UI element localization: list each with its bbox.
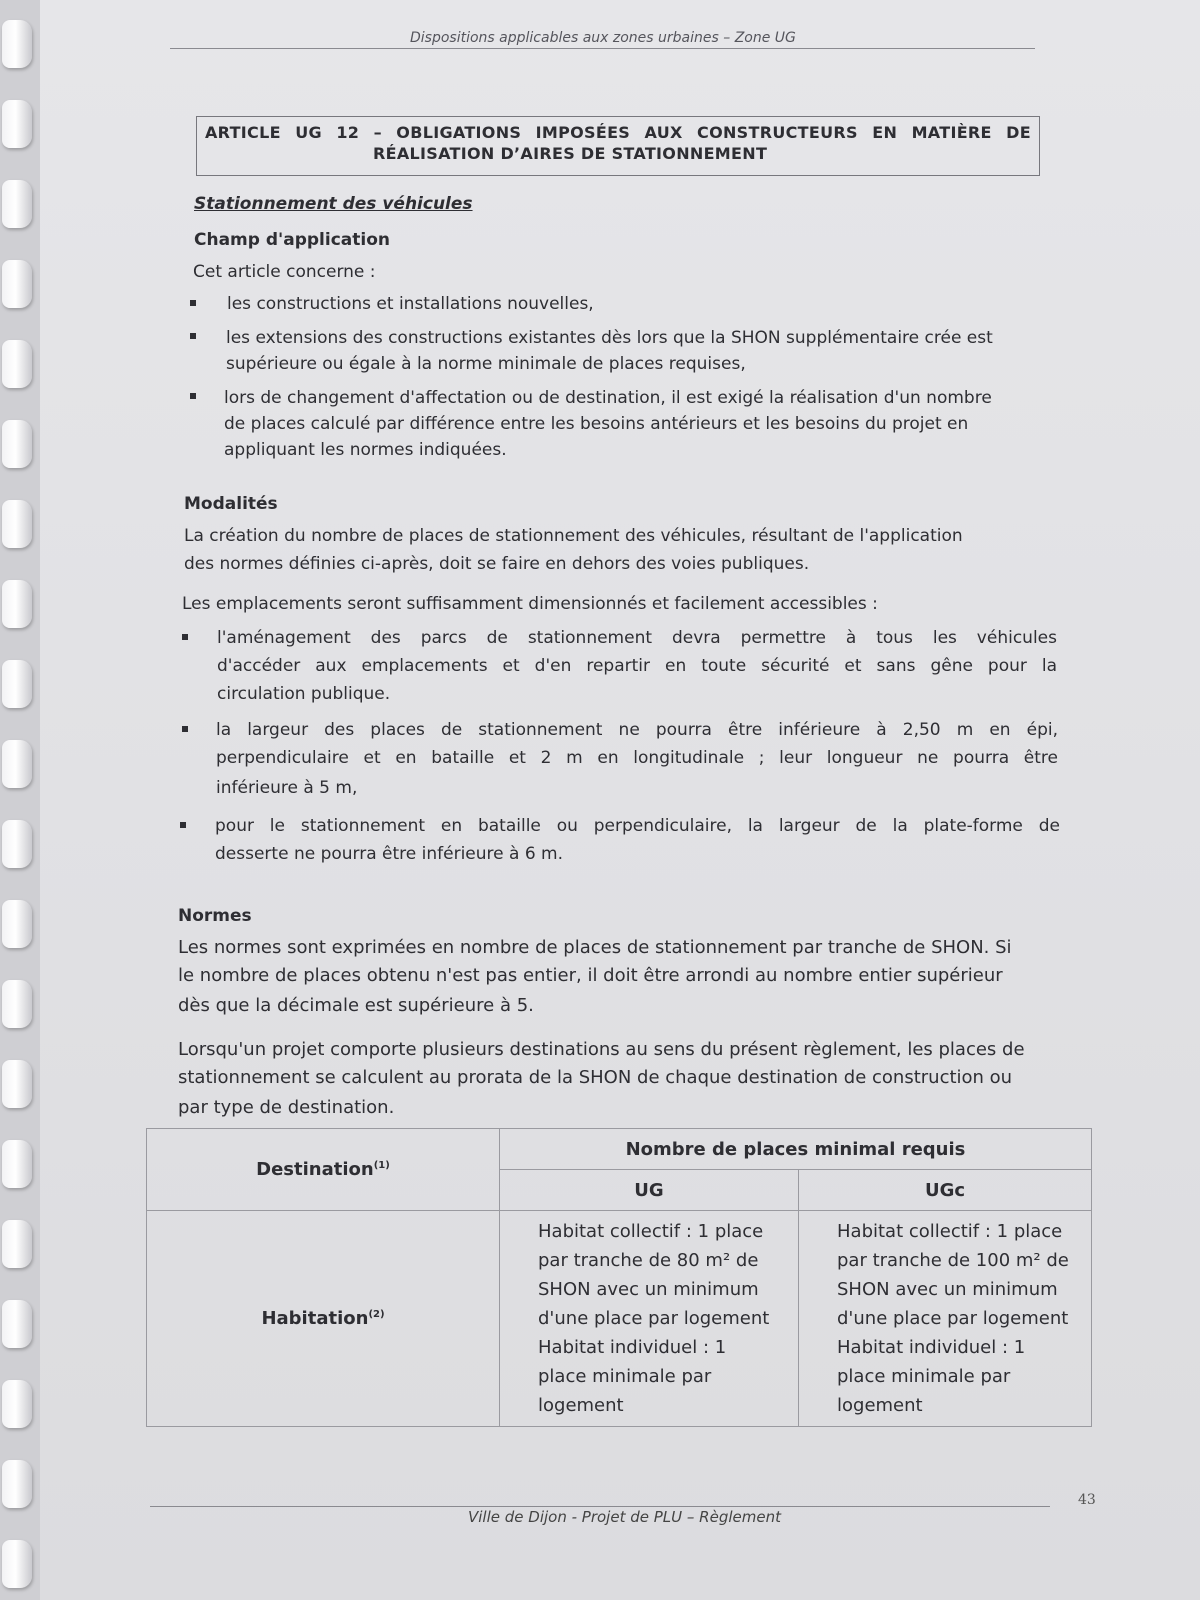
champ-bullet-3-line3: appliquant les normes indiquées. — [224, 440, 507, 460]
cell-ugc-line: par tranche de 100 m² de — [837, 1250, 1069, 1271]
running-footer: Ville de Dijon - Projet de PLU – Règlement — [468, 1508, 781, 1526]
row-label: Habitation — [261, 1308, 369, 1329]
parking-norms-table — [146, 1128, 1092, 1427]
running-header: Dispositions applicables aux zones urbaines – Zone UG — [410, 30, 796, 46]
cell-ugc — [799, 1211, 1092, 1427]
cell-ug-line: Habitat collectif : 1 place — [538, 1221, 764, 1242]
binding-ring — [2, 1540, 32, 1588]
binding-ring — [2, 740, 32, 788]
binding-ring — [2, 260, 32, 308]
modalites-bullet-3-line1: pour le stationnement en bataille ou perpendiculaire, la largeur de la plate-forme de — [215, 816, 1060, 836]
modalites-bullet-2-line1: la largeur des places de stationnement ne pourra être inférieure à 2,50 m en épi, — [216, 720, 1058, 740]
binding-ring — [2, 1140, 32, 1188]
binding-ring — [2, 900, 32, 948]
cell-ug-line: d'une place par logement — [538, 1308, 770, 1329]
champ-intro: Cet article concerne : — [193, 262, 376, 282]
modalites-bullet-1-line1: l'aménagement des parcs de stationnement devra permettre à tous les véhicules — [217, 628, 1057, 648]
normes-para1-line1: Les normes sont exprimées en nombre de places de stationnement par tranche de SHON. Si — [178, 937, 1012, 958]
cell-ug-line: logement — [538, 1395, 624, 1416]
champ-bullet-3-line1: lors de changement d'affectation ou de destination, il est exigé la réalisation d'un nombre — [224, 388, 992, 408]
bullet-icon — [190, 333, 196, 339]
binding-ring — [2, 1300, 32, 1348]
binding-ring — [2, 1460, 32, 1508]
binding-ring — [2, 980, 32, 1028]
row-label-cell — [147, 1211, 500, 1427]
champ-bullet-1: les constructions et installations nouvelles, — [227, 294, 594, 314]
destination-header-note: (1) — [373, 1160, 390, 1171]
normes-para1-line3: dès que la décimale est supérieure à 5. — [178, 995, 534, 1016]
binding-ring — [2, 1060, 32, 1108]
modalites-bullet-2-line2: perpendiculaire et en bataille et 2 m en longitudinale ; leur longueur ne pourra être — [216, 748, 1058, 768]
binding-ring — [2, 500, 32, 548]
cell-ug-line: Habitat individuel : 1 — [538, 1337, 727, 1358]
normes-para2-line3: par type de destination. — [178, 1097, 395, 1118]
binding-ring — [2, 100, 32, 148]
bullet-icon — [180, 822, 186, 828]
binding-ring — [2, 580, 32, 628]
modalites-para1-line2: des normes définies ci-après, doit se faire en dehors des voies publiques. — [184, 554, 810, 574]
modalites-para2: Les emplacements seront suffisamment dimensionnés et facilement accessibles : — [182, 594, 878, 614]
header-rule — [170, 48, 1035, 49]
modalites-bullet-1-line3: circulation publique. — [217, 684, 391, 704]
binding-ring — [2, 820, 32, 868]
cell-ugc-line: Habitat individuel : 1 — [837, 1337, 1026, 1358]
cell-ug-line: place minimale par — [538, 1366, 712, 1387]
footer-rule — [150, 1506, 1050, 1507]
bullet-icon — [190, 393, 196, 399]
group-header: Nombre de places minimal requis — [500, 1129, 1092, 1170]
col-header-ugc: UGc — [799, 1170, 1092, 1211]
modalites-para1-line1: La création du nombre de places de stationnement des véhicules, résultant de l'application — [184, 526, 963, 546]
modalites-heading: Modalités — [184, 494, 278, 514]
destination-header: Destination — [256, 1159, 374, 1180]
cell-ugc-line: place minimale par — [837, 1366, 1011, 1387]
modalites-bullet-3-line2: desserte ne pourra être inférieure à 6 m. — [215, 844, 564, 864]
cell-ug-line: SHON avec un minimum — [538, 1279, 759, 1300]
section-title: Stationnement des véhicules — [194, 194, 473, 214]
binding-ring — [2, 420, 32, 468]
cell-ugc-line: Habitat collectif : 1 place — [837, 1221, 1063, 1242]
binding-ring — [2, 660, 32, 708]
row-label-note: (2) — [368, 1309, 385, 1320]
champ-bullet-2-line2: supérieure ou égale à la norme minimale de places requises, — [226, 354, 746, 374]
champ-bullet-2-line1: les extensions des constructions existantes dès lors que la SHON supplémentaire crée est — [226, 328, 993, 348]
binding-ring — [2, 180, 32, 228]
col-header-ug: UG — [500, 1170, 799, 1211]
bullet-icon — [182, 726, 188, 732]
cell-ugc-line: SHON avec un minimum — [837, 1279, 1058, 1300]
bullet-icon — [190, 300, 196, 306]
modalites-bullet-2-line3: inférieure à 5 m, — [216, 778, 358, 798]
normes-para1-line2: le nombre de places obtenu n'est pas entier, il doit être arrondi au nombre entier supérieur — [178, 965, 1003, 986]
cell-ug — [500, 1211, 799, 1427]
article-title-line2: RÉALISATION D’AIRES DE STATIONNEMENT — [373, 144, 768, 163]
binding-ring — [2, 1380, 32, 1428]
destination-header-cell — [147, 1129, 500, 1211]
champ-bullet-3-line2: de places calculé par différence entre les besoins antérieurs et les besoins du projet en — [224, 414, 969, 434]
modalites-bullet-1-line2: d'accéder aux emplacements et d'en repartir en toute sécurité et sans gêne pour la — [217, 656, 1057, 676]
normes-para2-line1: Lorsqu'un projet comporte plusieurs destinations au sens du présent règlement, les places de — [178, 1039, 1025, 1060]
binding-ring — [2, 1220, 32, 1268]
binding-ring — [2, 340, 32, 388]
cell-ug-line: par tranche de 80 m² de — [538, 1250, 759, 1271]
cell-ugc-line: logement — [837, 1395, 923, 1416]
article-title-line1: ARTICLE UG 12 – OBLIGATIONS IMPOSÉES AUX CONSTRUCTEURS EN MATIÈRE DE — [205, 123, 1031, 142]
bullet-icon — [182, 634, 188, 640]
page-number: 43 — [1078, 1492, 1096, 1508]
normes-heading: Normes — [178, 906, 252, 926]
binding-ring — [2, 20, 32, 68]
spiral-binding — [0, 0, 40, 1600]
cell-ugc-line: d'une place par logement — [837, 1308, 1069, 1329]
champ-heading: Champ d'application — [194, 230, 390, 250]
normes-para2-line2: stationnement se calculent au prorata de la SHON de chaque destination de construction ou — [178, 1067, 1013, 1088]
article-title-box — [196, 116, 1040, 176]
